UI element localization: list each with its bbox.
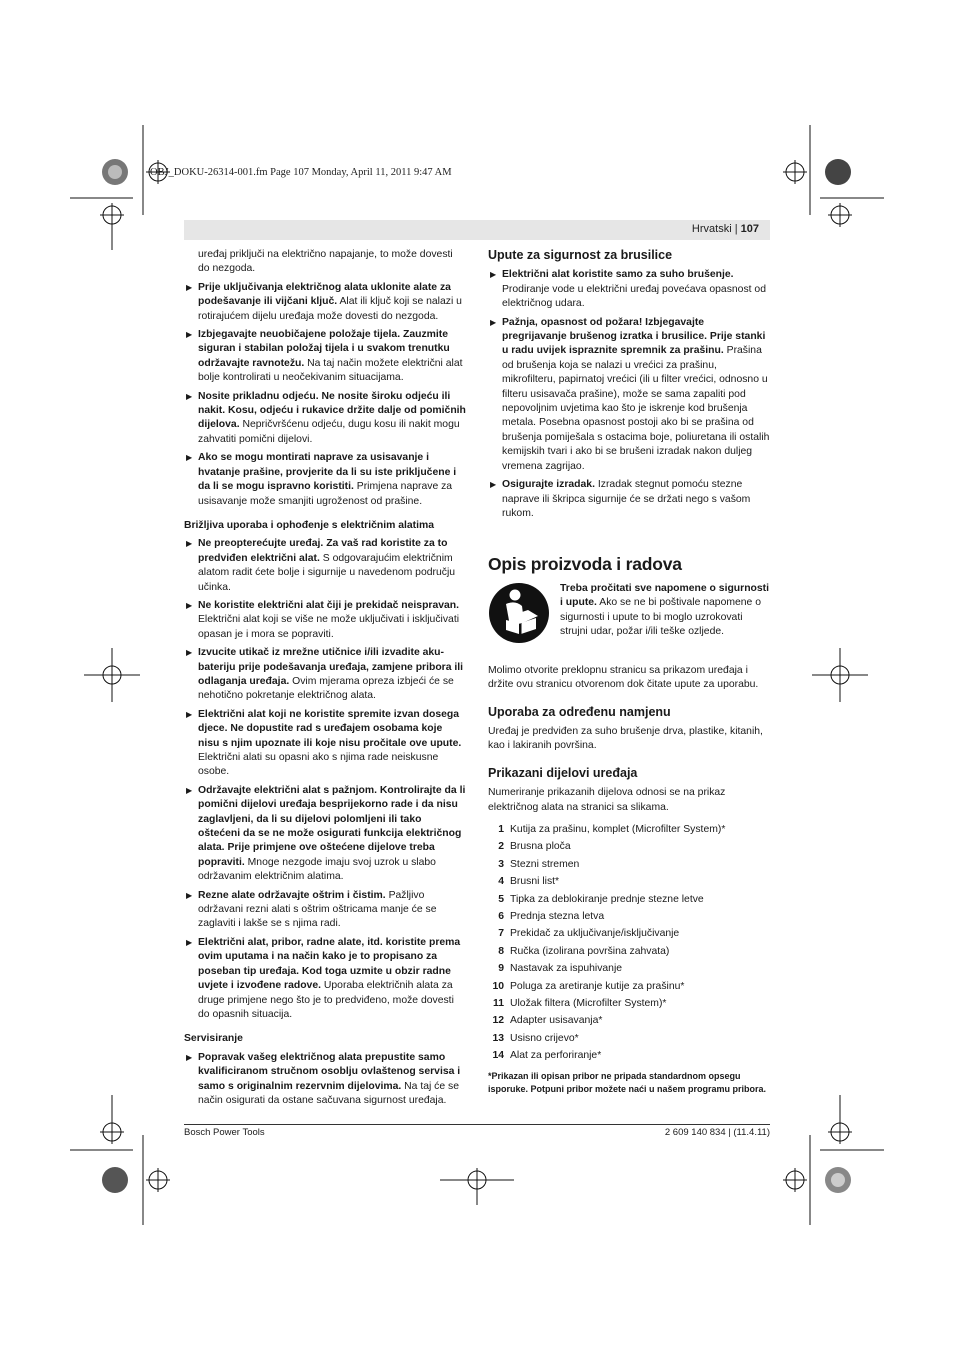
part-label: Stezni stremen bbox=[510, 858, 580, 870]
bullet-item bbox=[184, 784, 466, 885]
bullet-text: Električni alat koji se više ne može uključivati i isključivati opasan je i mora se popraviti. bbox=[198, 614, 460, 640]
intended-use-text: Uređaj je predviđen za suho brušenje drva, plastike, kitanih, kao i lakiranih površina. bbox=[488, 725, 763, 752]
bullet-text: Izradak stegnut pomoću stezne naprave ili škripca sigurnije će se držati nego s vašom rukom. bbox=[502, 479, 751, 519]
part-label: Uložak filtera (Microfilter System)* bbox=[510, 998, 667, 1010]
bullet-item bbox=[184, 936, 466, 1022]
part-item bbox=[488, 840, 770, 854]
left-column bbox=[184, 248, 466, 1112]
part-number: 8 bbox=[498, 945, 504, 957]
part-label: Adapter usisavanja* bbox=[510, 1015, 603, 1027]
part-number: 12 bbox=[492, 1015, 504, 1027]
intended-use-heading: Uporaba za određenu namjenu bbox=[488, 704, 671, 719]
accessory-note: *Prikazan ili opisan pribor ne pripada standardnom opsegu isporuke. Potpuni pribor možete naći u našem programu pribora. bbox=[488, 1070, 767, 1094]
part-item bbox=[488, 997, 770, 1011]
bullet-bold: Ne preopterećujte uređaj. Za vaš rad koristite za to predviđen električni alat. bbox=[198, 538, 448, 564]
part-label: Tipka za deblokiranje prednje stezne letve bbox=[510, 893, 704, 905]
bullet-item bbox=[488, 268, 770, 311]
bullet-bold: Popravak vašeg električnog alata prepustite samo kvalificiranom stručnom osoblju ovlaštenog servisa i samo s originalnim rezervnim dijelovima. bbox=[198, 1051, 461, 1092]
bullet-item bbox=[184, 328, 466, 386]
intro-text: uređaj priključi na električno napajanje, to može dovesti do nezgoda. bbox=[198, 249, 453, 275]
part-item bbox=[488, 927, 770, 941]
part-label: Kutija za prašinu, komplet (Microfilter System)* bbox=[510, 823, 726, 835]
part-label: Usisno crijevo* bbox=[510, 1032, 579, 1044]
bullet-list-b bbox=[184, 537, 466, 1022]
part-number: 2 bbox=[498, 841, 504, 853]
bullet-text: Nepričvršćenu odjeću, dugu kosu ili nakit mogu zahvatiti pomični dijelovi. bbox=[198, 419, 460, 445]
bullet-item bbox=[184, 599, 466, 642]
part-item bbox=[488, 910, 770, 924]
part-item bbox=[488, 962, 770, 976]
bullet-bold: Nosite prikladnu odjeću. Ne nosite široku odjeću ili nakit. Kosu, odjeću i rukavice držite dalje od pomičnih dijelova. bbox=[198, 390, 466, 431]
bullet-item bbox=[184, 708, 466, 780]
section-heading-service: Servisiranje bbox=[184, 1033, 243, 1045]
header-bar bbox=[184, 220, 770, 240]
part-label: Brusni list* bbox=[510, 876, 560, 888]
bullet-bold: Osigurajte izradak. bbox=[502, 479, 595, 491]
part-number: 11 bbox=[493, 998, 504, 1010]
bullet-text: Na taj način možete električni alat bolje kontrolirati u neočekivanim situacijama. bbox=[198, 357, 463, 384]
part-item bbox=[488, 875, 770, 889]
part-label: Alat za perforiranje* bbox=[510, 1050, 602, 1062]
part-number: 6 bbox=[498, 911, 504, 922]
warning-text bbox=[560, 582, 770, 640]
footer-doc-number: 2 609 140 834 | (11.4.11) bbox=[664, 1127, 770, 1138]
warning-bold: Treba pročitati sve napomene o sigurnosti i upute. bbox=[560, 582, 770, 609]
part-label: Poluga za aretiranje kutije za prašinu* bbox=[510, 980, 685, 992]
bullet-item bbox=[488, 478, 770, 521]
bullet-text: Prodiranje vode u električni uređaj povećava opasnost od električnog udara. bbox=[502, 283, 766, 310]
part-number: 7 bbox=[498, 928, 504, 940]
bullet-item bbox=[184, 889, 466, 932]
part-number: 3 bbox=[498, 858, 504, 870]
read-manual-icon bbox=[488, 582, 550, 644]
part-number: 14 bbox=[492, 1050, 504, 1062]
parts-heading: Prikazani dijelovi uređaja bbox=[488, 765, 638, 780]
bullet-item bbox=[184, 390, 466, 448]
bullet-text: Prašina od brušenja koja se nalazi u vrećici za prašinu, mikrofilteru, papirnatoj vrećici (ili u filter vrećici, odnosno u filteru usisavača prašine), može se sama zapaliti pod nepovoljnim uvjetima kao što je iskrenje kod brušenja metala. Posebna opasnost postoji ako bi se prašina od brušenja pomiješala s ostacima boje, poliuretana ili ostalih kemijskih tvari i ako bi se brušeni izradak nakon duljeg vremena zagrijao. bbox=[502, 345, 770, 472]
bullet-item bbox=[184, 1051, 466, 1109]
bullet-bold: Ne koristite električni alat čiji je prekidač neispravan. bbox=[198, 599, 460, 611]
bullet-bold: Održavajte električni alat s pažnjom. Kontrolirajte da li pomični dijelovi uređaja besprijekorno rade i da nisu zaglavljeni, da li su dijelovi polomljeni ili tako oštećeni da se ne može osigurati funkcija električnog alata. Prije primjene ove oštećene dijelove treba popraviti. bbox=[198, 784, 466, 868]
part-item bbox=[488, 858, 770, 872]
bullet-text: Ovim mjerama opreza izbjeći će se nehotično pokretanje električnog alata. bbox=[198, 675, 454, 702]
part-number: 9 bbox=[498, 963, 504, 975]
bullet-item bbox=[184, 646, 466, 704]
footer-brand: Bosch Power Tools bbox=[184, 1127, 265, 1138]
footer-rule bbox=[184, 1124, 770, 1125]
right-column bbox=[488, 248, 770, 1096]
bullet-text: Električni alati su opasni ako s njima rade neiskusne osobe. bbox=[198, 752, 439, 778]
header-language: Hrvatski bbox=[691, 223, 732, 235]
part-item bbox=[488, 1049, 770, 1063]
bullet-text: Na taj će se način osigurati da ostane sačuvana sigurnost uređaja. bbox=[198, 1080, 460, 1106]
bullet-bold: Rezne alate održavajte oštrim i čistim. bbox=[198, 889, 386, 901]
bullet-item bbox=[184, 451, 466, 509]
part-label: Ručka (izolirana površina zahvata) bbox=[510, 945, 670, 957]
parts-list bbox=[488, 823, 770, 1064]
page-header: Hrvatski | 107 bbox=[691, 223, 759, 235]
part-number: 13 bbox=[492, 1032, 504, 1044]
main-heading: Opis proizvoda i radova bbox=[488, 554, 682, 575]
warning-body: Ako se ne bi poštivale napomene o sigurnosti i upute to bi moglo uzrokovati strujni udar, požar i/ili teške ozljede. bbox=[560, 597, 762, 637]
bullet-text: Mnoge nezgode imaju svoj uzrok u slabo održavanim električnim alatima. bbox=[198, 856, 436, 883]
bullet-item bbox=[184, 281, 466, 324]
part-item bbox=[488, 980, 770, 994]
fold-page-text: Molimo otvorite preklopnu stranicu sa prikazom uređaja i držite ovu stranicu otvorenom dok čitate upute za uporabu. bbox=[488, 664, 759, 691]
parts-intro: Numeriranje prikazanih dijelova odnosi se na prikaz električnog alata na stranici sa slikama. bbox=[488, 787, 726, 813]
part-item bbox=[488, 893, 770, 907]
bullet-bold: Prije uključivanja električnog alata uklonite alate za podešavanje ili vijčani ključ. bbox=[198, 281, 451, 308]
bullet-text: Uporaba električnih alata za druge primjene nego što je to predviđeno, može dovesti do opasnih situacija. bbox=[198, 980, 454, 1020]
part-number: 4 bbox=[498, 876, 504, 888]
safety-heading: Upute za sigurnost za brusilice bbox=[488, 248, 673, 262]
bullet-bold: Električni alat koristite samo za suho brušenje. bbox=[502, 269, 734, 281]
part-number: 1 bbox=[498, 823, 504, 835]
part-item bbox=[488, 823, 770, 837]
bullet-bold: Izvucite utikač iz mrežne utičnice i/ili izvadite aku-bateriju prije podešavanja uređaja, zamjene pribora ili odlaganja uređaja. bbox=[198, 647, 464, 687]
file-info-line: OBJ_DOKU-26314-001.fm Page 107 Monday, April 11, 2011 9:47 AM bbox=[150, 167, 452, 178]
part-label: Nastavak za ispuhivanje bbox=[510, 963, 623, 975]
bullet-text: Pažljivo održavani rezni alati s oštrim oštricama manje će se zaglaviti i lakše se s njima radi. bbox=[198, 889, 437, 930]
part-number: 5 bbox=[498, 893, 504, 905]
page-number: 107 bbox=[740, 223, 759, 235]
part-label: Brusna ploča bbox=[510, 841, 571, 853]
part-item bbox=[488, 1032, 770, 1046]
sander-safety-list bbox=[488, 268, 770, 521]
bullet-text: Alat ili ključ koji se nalazi u rotirajućem dijelu uređaja može dovesti do nezgoda. bbox=[198, 296, 462, 322]
bullet-text: S odgovarajućim električnim alatom radit ćete bolje i sigurnije u navedenom području učinka. bbox=[198, 552, 456, 593]
part-item bbox=[488, 1014, 770, 1028]
bullet-bold: Električni alat, pribor, radne alate, itd. koristite prema ovim uputama i na način kako je to propisano za poseban tip uređaja. Kod toga uzmite u obzir radne uvjete i izvođene radove. bbox=[198, 936, 461, 992]
part-label: Prednja stezna letva bbox=[510, 911, 605, 922]
read-instructions-warning bbox=[488, 582, 770, 652]
part-number: 10 bbox=[492, 980, 504, 992]
bullet-bold: Izbjegavajte neuobičajene položaje tijela. Zauzmite siguran i stabilan položaj tijela i u svakom trenutku održavajte ravnotežu. bbox=[198, 329, 450, 369]
bullet-list-c bbox=[184, 1051, 466, 1109]
section-heading-care: Brižljiva uporaba i ophođenje s električnim alatima bbox=[184, 519, 435, 531]
part-label: Prekidač za uključivanje/isključivanje bbox=[510, 928, 680, 940]
bullet-item bbox=[184, 537, 466, 595]
bullet-bold: Električni alat koji ne koristite spremite izvan dosega djece. Ne dopustite rad s uređajem osobama koje nisu s njim upoznate ili koje nisu pročitale ove upute. bbox=[198, 708, 462, 749]
bullet-list-a bbox=[184, 281, 466, 509]
bullet-bold: Ako se mogu montirati naprave za usisavanje i hvatanje prašine, provjerite da li su iste priključene i da li se mogu ispravno koristiti. bbox=[198, 452, 457, 493]
part-item bbox=[488, 945, 770, 959]
bullet-text: Primjena naprave za usisavanje može smanjiti ugroženost od prašine. bbox=[198, 481, 453, 507]
bullet-bold: Pažnja, opasnost od požara! Izbjegavajte pregrijavanje brušenog izratka i brusilice. Prije stanki u radu uvijek ispraznite spremnik za prašinu. bbox=[502, 316, 766, 357]
bullet-item bbox=[488, 316, 770, 474]
